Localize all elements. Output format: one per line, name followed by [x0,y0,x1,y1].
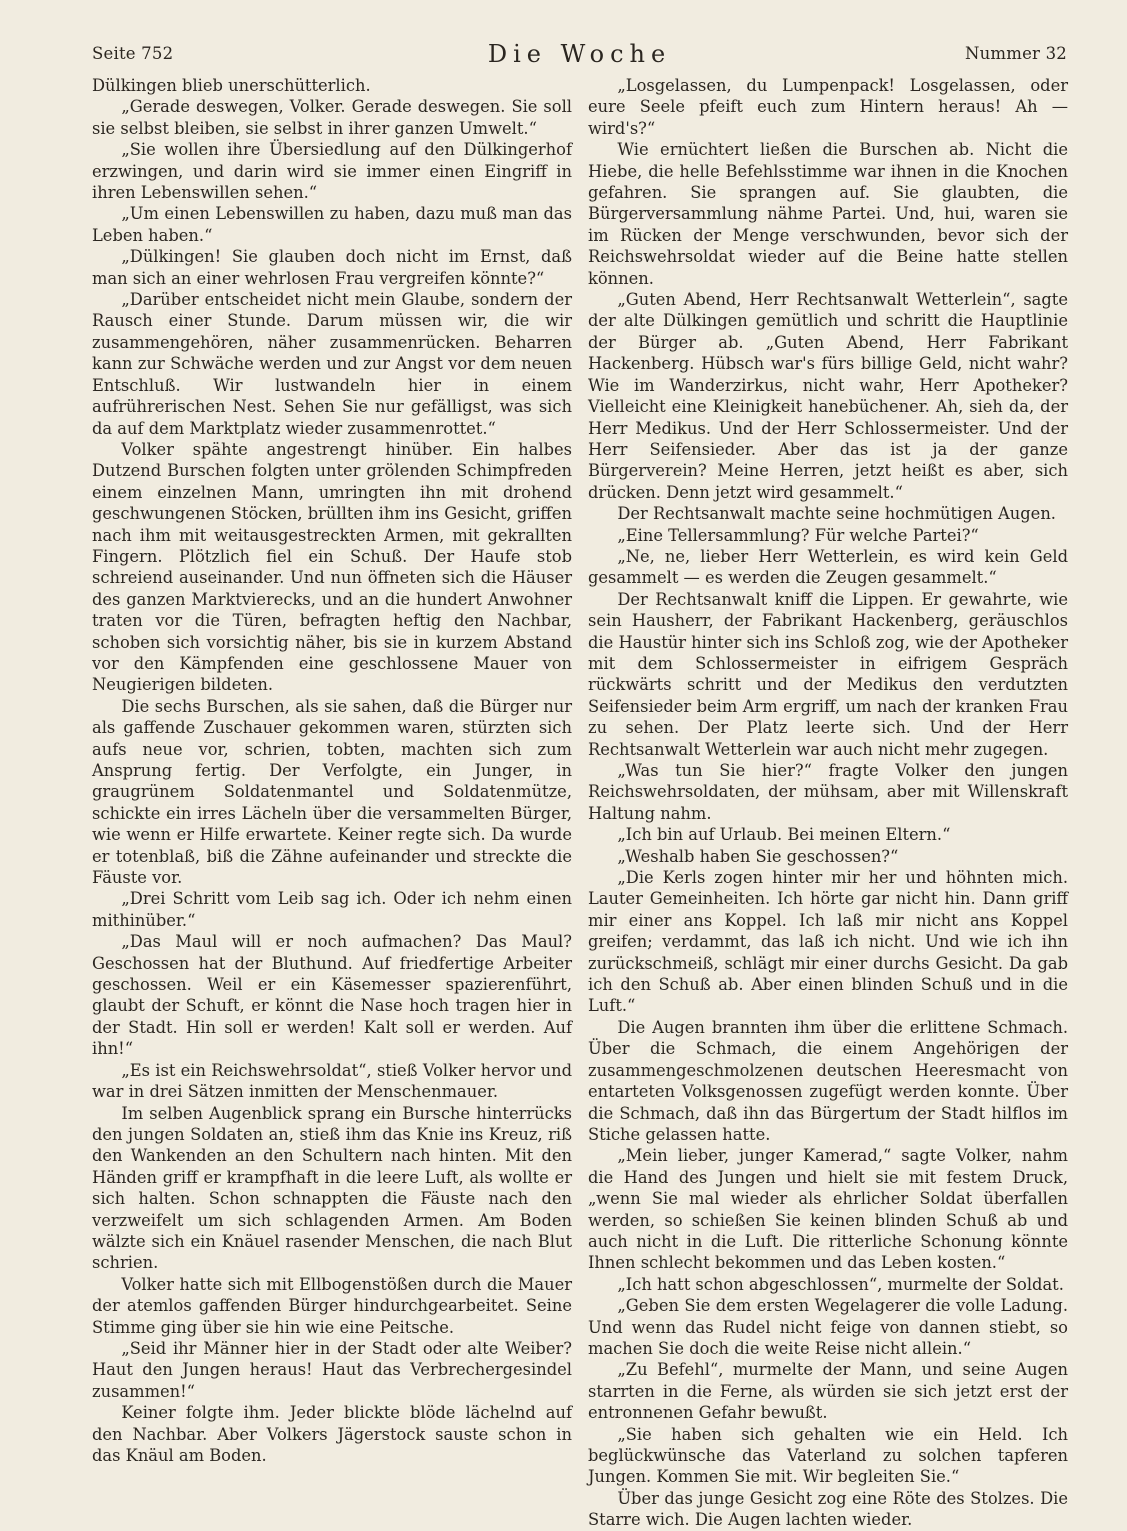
paragraph: „Geben Sie dem ersten Wegelagerer die volle Ladung. Und wenn das Rudel nicht feige von dannen stiebt, so machen Sie doch die weite Reise nicht allein.“ [588,1296,1068,1358]
paragraph: „Es ist ein Reichswehrsoldat“, stieß Volker hervor und war in drei Sätzen inmitten der Menschenmauer. [92,1060,572,1102]
paragraph: „Ne, ne, lieber Herr Wetterlein, es wird kein Geld gesammelt — es werden die Zeugen gesammelt.“ [588,546,1068,588]
paragraph: „Was tun Sie hier?“ fragte Volker den jungen Reichswehrsoldaten, der mühsam, aber mit Willenskraft Haltung nahm. [588,761,1068,823]
paragraph: „Mein lieber, junger Kamerad,“ sagte Volker, nahm die Hand des Jungen und hielt sie mit festem Druck, „wenn Sie mal wieder als ehrlicher Soldat überfallen werden, so schießen Sie keinen blinden Schuß ab und auch nicht in die Luft. Die ritterliche Schonung könnte Ihnen schlecht bekommen und das Leben kosten.“ [588,1146,1068,1273]
paragraph: Der Rechtsanwalt kniff die Lippen. Er gewahrte, wie sein Hausherr, der Fabrikant Hackenberg, geräuschlos die Haustür hinter sich ins Schloß zog, wie der Apotheker mit dem Schlossermeister in eifrigem Gespräch rückwärts schritt und der Medikus den verdutzten Seifensieder beim Arm ergriff, um nach der kranken Frau zu sehen. Der Platz leerte sich. Und der Herr Rechtsanwalt Wetterlein war auch nicht mehr zugegen. [588,589,1068,759]
publication-title: Die Woche [487,40,672,68]
paragraph: „Seid ihr Männer hier in der Stadt oder alte Weiber? Haut den Jungen heraus! Haut das Verbrechergesindel zusammen!“ [92,1338,572,1401]
paragraph: Keiner folgte ihm. Jeder blickte blöde lächelnd auf den Nachbar. Aber Volkers Jägerstock sauste schon in das Knäul am Boden. [92,1403,572,1465]
paragraph: „Dülkingen! Sie glauben doch nicht im Ernst, daß man sich an einer wehrlosen Frau vergreifen könnte?“ [92,247,572,288]
page-header [92,40,1067,70]
paragraph: „Eine Tellersammlung? Für welche Partei?“ [617,525,979,545]
page-number: Seite 752 [92,44,174,63]
paragraph: Die Augen brannten ihm über die erlittene Schmach. Über die Schmach, die einem Angehörigen der zusammengeschmolzenen deutschen Heeresmacht von entarteten Volksgenossen zugefügt werden konnte. Über die Schmach, daß ihn das Bürgertum der Stadt hilflos im Stiche gelassen hatte. [588,1017,1068,1144]
paragraph: Über das junge Gesicht zog eine Röte des Stolzes. Die Starre wich. Die Augen lachten wieder. [588,1488,1068,1530]
right-column [588,75,1068,1531]
paragraph: „Das Maul will er noch aufmachen? Das Maul? Geschossen hat der Bluthund. Auf friedfertige Arbeiter geschossen. Weil er ein Käsemesser spazierenführt, glaubt der Schuft, er könnt die Nase hoch tragen hier in der Stadt. Hin soll er werden! Kalt soll er werden. Auf ihn!“ [92,932,572,1059]
paragraph: Im selben Augenblick sprang ein Bursche hinterrücks den jungen Soldaten an, stieß ihm das Knie ins Kreuz, riß den Wankenden an den Schultern nach hinten. Mit den Händen griff er krampfhaft in die leere Luft, als wollte er sich halten. Schon schnappten die Fäuste nach den verzweifelt um sich schlagenden Armen. Am Boden wälzte sich ein Knäuel rasender Menschen, die nach Blut schrien. [92,1103,572,1273]
paragraph: „Weshalb haben Sie geschossen?“ [617,846,899,866]
paragraph: „Gerade deswegen, Volker. Gerade deswegen. Sie soll sie selbst bleiben, sie selbst in ihrer ganzen Umwelt.“ [92,97,572,138]
paragraph: „Sie wollen ihre Übersiedlung auf den Dülkingerhof erzwingen, und darin wird sie immer einen Eingriff in ihren Lebenswillen sehen.“ [92,140,572,203]
paragraph: Dülkingen blieb unerschütterlich. [92,76,371,95]
paragraph: „Die Kerls zogen hinter mir her und höhnten mich. Lauter Gemeinheiten. Ich hörte gar nicht hin. Dann griff mir einer ans Koppel. Ich laß mir nicht ans Koppel greifen; verdammt, das laß ich nicht. Und wie ich ihn zurückschmeiß, schlägt mir einer durchs Gesicht. Da gab ich den Schuß ab. Aber einen blinden Schuß und in die Luft.“ [588,868,1068,1016]
left-column [92,75,572,1466]
paragraph: „Darüber entscheidet nicht mein Glaube, sondern der Rausch einer Stunde. Darum müssen wir, die wir zusammengehören, näher zusammenrücken. Beharren kann zur Schwäche werden und zur Angst vor dem neuen Entschluß. Wir lustwandeln hier in einem aufrührerischen Nest. Sehen Sie nur gefälligst, was sich da auf dem Marktplatz wieder zusammenrottet.“ [92,290,572,438]
paragraph: Wie ernüchtert ließen die Burschen ab. Nicht die Hiebe, die helle Befehlsstimme war ihnen in die Knochen gefahren. Sie sprangen auf. Sie glaubten, die Bürgerversammlung nähme Partei. Und, hui, waren sie im Rücken der Menge verschwunden, bevor sich der Reichswehrsoldat wieder auf die Beine hatte stellen können. [588,140,1068,288]
paragraph: „Losgelassen, du Lumpenpack! Losgelassen, oder eure Seele pfeift euch zum Hintern heraus! Ah — wird's?“ [588,76,1068,138]
paragraph: Der Rechtsanwalt machte seine hochmütigen Augen. [617,504,1056,524]
paragraph: „Sie haben sich gehalten wie ein Held. Ich beglückwünsche das Vaterland zu solchen tapferen Jungen. Kommen Sie mit. Wir begleiten Sie.“ [588,1424,1068,1487]
paragraph: „Zu Befehl“, murmelte der Mann, und seine Augen starrten in die Ferne, als würden sie sich jetzt erst der entronnenen Gefahr bewußt. [588,1360,1068,1423]
paragraph: Volker hatte sich mit Ellbogenstößen durch die Mauer der atemlos gaffenden Bürger hindurchgearbeitet. Seine Stimme ging über sie hin wie eine Peitsche. [92,1274,572,1337]
paragraph: Volker spähte angestrengt hinüber. Ein halbes Dutzend Burschen folgten unter grölenden Schimpfreden einem einzelnen Mann, umringten ihn mit drohend geschwungenen Stöcken, brüllten ihm ins Gesicht, griffen nach ihm mit weitausgestreckten Armen, mit gekrallten Fingern. Plötzlich fiel ein Schuß. Der Haufe stob schreiend auseinander. Und nun öffneten sich die Häuser des ganzen Marktvierecks, und an die hundert Anwohner traten vor die Türen, befragten heftig den Nachbar, schoben sich vorsichtig näher, bis sie in kurzem Abstand vor den Kämpfenden eine geschlossene Mauer von Neugierigen bildeten. [92,439,572,695]
paragraph: Die sechs Burschen, als sie sahen, daß die Bürger nur als gaffende Zuschauer gekommen waren, stürzten sich aufs neue vor, schrien, tobten, machten sich zum Ansprung fertig. Der Verfolgte, ein Junger, in graugrünem Soldatenmantel und Soldatenmütze, schickte ein irres Lächeln über die versammelten Bürger, wie wenn er Hilfe erwartete. Keiner regte sich. Da wurde er totenblaß, biß die Zähne aufeinander und streckte die Fäuste vor. [92,696,572,888]
paragraph: „Guten Abend, Herr Rechtsanwalt Wetterlein“, sagte der alte Dülkingen gemütlich und schritt die Hauptlinie der Bürger ab. „Guten Abend, Herr Fabrikant Hackenberg. Hübsch war's fürs billige Geld, nicht wahr? Wie im Wanderzirkus, nicht wahr, Herr Apotheker? Vielleicht eine Kleinigkeit hanebüchener. Ah, sieh da, der Herr Medikus. Und der Herr Schlossermeister. Und der Herr Seifensieder. Aber das ist ja der ganze Bürgerverein? Meine Herren, jetzt heißt es aber, sich drücken. Denn jetzt wird gesammelt.“ [588,290,1068,502]
issue-number: Nummer 32 [964,44,1067,63]
paragraph: „Drei Schritt vom Leib sag ich. Oder ich nehm einen mithinüber.“ [92,889,572,930]
paragraph: „Um einen Lebenswillen zu haben, dazu muß man das Leben haben.“ [92,204,572,245]
paragraph: „Ich bin auf Urlaub. Bei meinen Eltern.“ [617,825,951,845]
paragraph: „Ich hatt schon abgeschlossen“, murmelte der Soldat. [617,1274,1064,1294]
